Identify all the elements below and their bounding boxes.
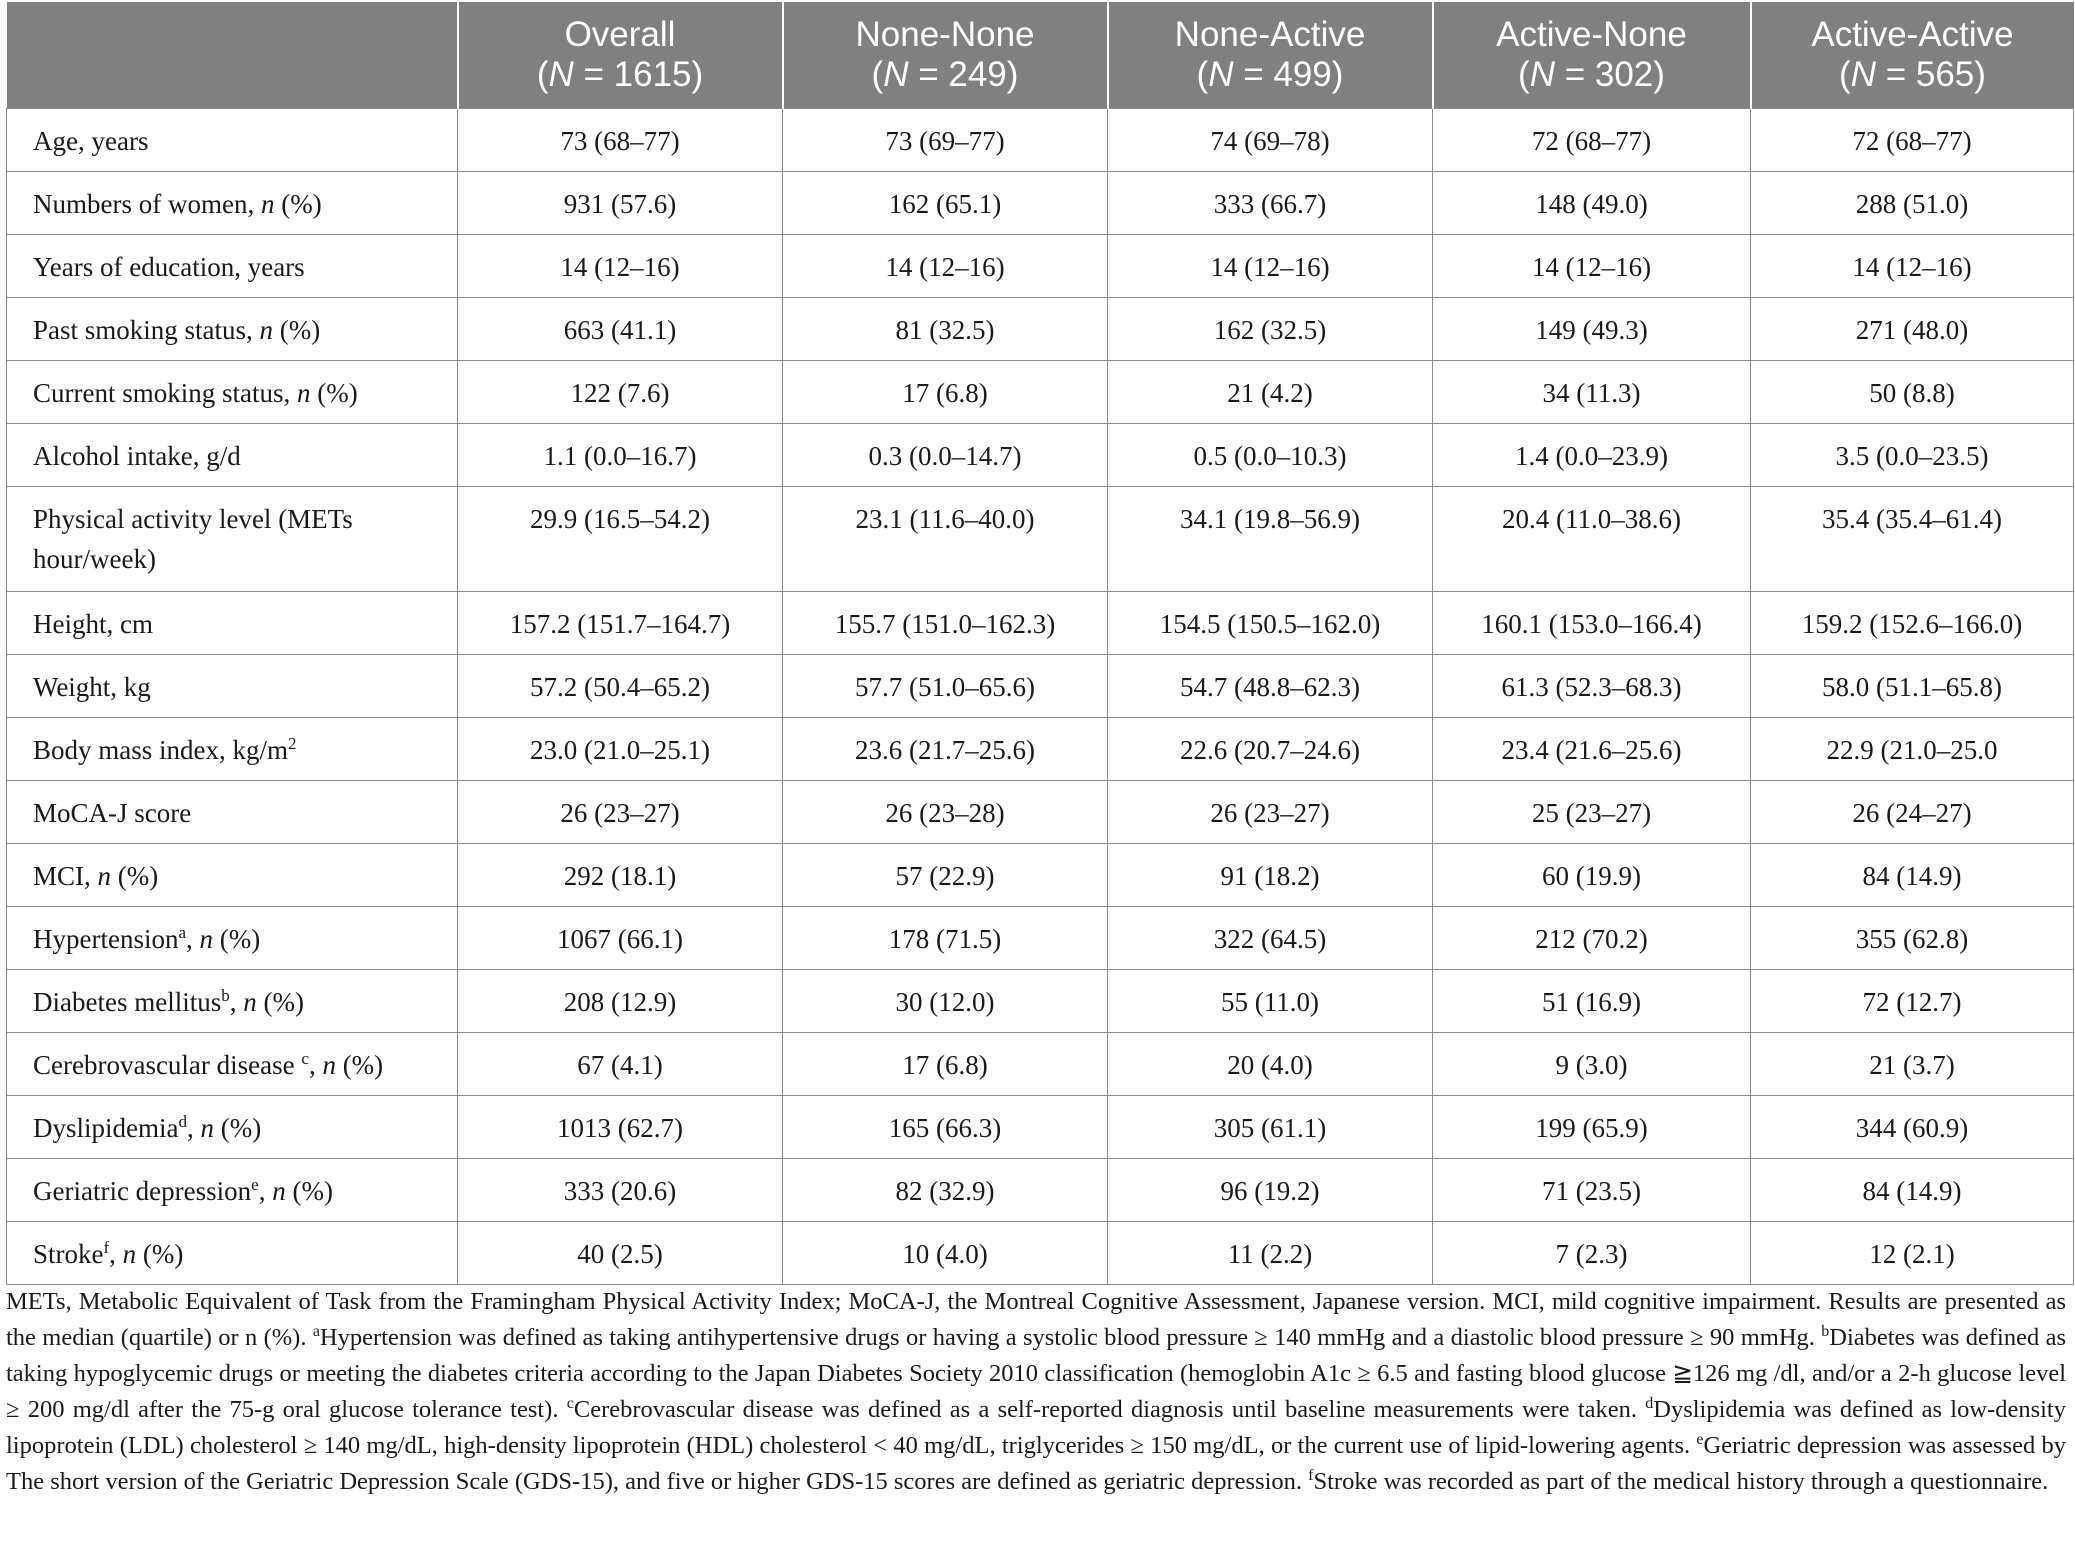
row-label xyxy=(7,1222,458,1285)
table-cell: 25 (23–27) xyxy=(1433,781,1751,844)
table-cell: 57.2 (50.4–65.2) xyxy=(458,655,783,718)
header-group-name: Active-None xyxy=(1496,15,1687,54)
table-cell: 159.2 (152.6–166.0) xyxy=(1751,592,2074,655)
row-label-text: Body mass index, kg/m xyxy=(33,735,288,765)
row-label-superscript: d xyxy=(178,1112,187,1131)
table-cell: 22.9 (21.0–25.0 xyxy=(1751,718,2074,781)
table-cell: 1013 (62.7) xyxy=(458,1096,783,1159)
row-label xyxy=(7,970,458,1033)
row-label xyxy=(7,109,458,172)
table-cell: 122 (7.6) xyxy=(458,361,783,424)
table-cell: 10 (4.0) xyxy=(783,1222,1108,1285)
header-none-active xyxy=(1108,2,1433,109)
table-row xyxy=(7,844,2074,907)
table-cell: 74 (69–78) xyxy=(1108,109,1433,172)
row-label-text: Years of education, years xyxy=(33,252,305,282)
table-cell: 60 (19.9) xyxy=(1433,844,1751,907)
table-cell: 1067 (66.1) xyxy=(458,907,783,970)
row-label-text: Cerebrovascular disease xyxy=(33,1050,302,1080)
row-label-n: n xyxy=(260,189,275,219)
table-cell: 178 (71.5) xyxy=(783,907,1108,970)
row-label xyxy=(7,298,458,361)
row-label-suffix: , xyxy=(229,987,244,1017)
footnote-marker: c xyxy=(566,1395,574,1412)
row-label xyxy=(7,592,458,655)
table-cell: 30 (12.0) xyxy=(783,970,1108,1033)
row-label-text: Hypertension xyxy=(33,924,179,954)
table-cell: 81 (32.5) xyxy=(783,298,1108,361)
table-cell: 29.9 (16.5–54.2) xyxy=(458,487,783,592)
row-label-text: Weight, kg xyxy=(33,672,151,702)
header-group-count: (N = 565) xyxy=(1839,55,1986,94)
row-label-tail: (%) xyxy=(256,987,304,1017)
table-row xyxy=(7,298,2074,361)
row-label-n: n xyxy=(97,861,112,891)
table-cell: 72 (68–77) xyxy=(1433,109,1751,172)
table-row xyxy=(7,424,2074,487)
row-label xyxy=(7,907,458,970)
table-cell: 26 (24–27) xyxy=(1751,781,2074,844)
footnote-text: Diabetes was defined as taking hypoglycemic drugs or meeting the diabetes criteria according to the Japan Diabetes Society 2010 classification (hemoglobin A1c ≥ 6.5 and fasting blood glucose ≧126 mg /dl, and/or a 2-h glucose level ≥ 200 mg/dl after the 75-g oral glucose tolerance test). xyxy=(6,1324,2066,1423)
row-label-superscript: c xyxy=(301,1049,309,1068)
row-label-text: MoCA-J score xyxy=(33,798,192,828)
row-label-superscript: 2 xyxy=(288,734,297,753)
row-label-tail: (%) xyxy=(136,1239,184,1269)
table-cell: 73 (69–77) xyxy=(783,109,1108,172)
table-cell: 84 (14.9) xyxy=(1751,1159,2074,1222)
row-label-text: Alcohol intake, g/d xyxy=(33,441,241,471)
row-label xyxy=(7,361,458,424)
row-label-text: MCI, xyxy=(33,861,98,891)
header-active-none xyxy=(1433,2,1751,109)
row-label-tail: (%) xyxy=(310,378,358,408)
table-cell: 149 (49.3) xyxy=(1433,298,1751,361)
footnote-text: Cerebrovascular disease was defined as a self-reported diagnosis until baseline measurements were taken. xyxy=(573,1396,1646,1423)
table-cell: 20 (4.0) xyxy=(1108,1033,1433,1096)
row-label-text: Height, cm xyxy=(33,609,153,639)
table-cell: 155.7 (151.0–162.3) xyxy=(783,592,1108,655)
row-label-n: n xyxy=(259,315,274,345)
table-cell: 14 (12–16) xyxy=(1108,235,1433,298)
table-cell: 154.5 (150.5–162.0) xyxy=(1108,592,1433,655)
table-cell: 157.2 (151.7–164.7) xyxy=(458,592,783,655)
table-cell: 72 (12.7) xyxy=(1751,970,2074,1033)
table-cell: 7 (2.3) xyxy=(1433,1222,1751,1285)
table-cell: 212 (70.2) xyxy=(1433,907,1751,970)
table-row xyxy=(7,781,2074,844)
row-label-suffix: , xyxy=(186,1113,201,1143)
header-row xyxy=(7,2,2074,109)
table-cell: 0.5 (0.0–10.3) xyxy=(1108,424,1433,487)
table-cell: 23.6 (21.7–25.6) xyxy=(783,718,1108,781)
header-group-count: (N = 499) xyxy=(1196,55,1344,94)
row-label-text: Past smoking status, xyxy=(33,315,260,345)
table-row xyxy=(7,592,2074,655)
header-group-name: None-Active xyxy=(1174,15,1366,54)
table-cell: 22.6 (20.7–24.6) xyxy=(1108,718,1433,781)
row-label-n: n xyxy=(322,1050,336,1080)
table-cell: 271 (48.0) xyxy=(1751,298,2074,361)
characteristics-table xyxy=(6,2,2074,1285)
row-label-superscript: e xyxy=(251,1175,259,1194)
row-label-n: n xyxy=(122,1239,137,1269)
table-row xyxy=(7,1096,2074,1159)
footnote-text: Geriatric depression was assessed by The short version of the Geriatric Depression Scale (GDS-15), and five or higher GDS-15 scores are defined as geriatric depression. xyxy=(6,1432,2066,1495)
header-overall xyxy=(458,2,783,109)
table-row xyxy=(7,970,2074,1033)
table-cell: 23.4 (21.6–25.6) xyxy=(1433,718,1751,781)
table-cell: 34 (11.3) xyxy=(1433,361,1751,424)
row-label-superscript: a xyxy=(178,923,187,942)
table-cell: 23.0 (21.0–25.1) xyxy=(458,718,783,781)
table-row xyxy=(7,487,2074,592)
row-label-text: Physical activity level (METs hour/week) xyxy=(33,504,353,574)
table-cell: 96 (19.2) xyxy=(1108,1159,1433,1222)
row-label xyxy=(7,1096,458,1159)
row-label-text: Diabetes mellitus xyxy=(33,987,222,1017)
row-label xyxy=(7,718,458,781)
footnote-text: Stroke was recorded as part of the medical history through a questionnaire. xyxy=(1313,1468,2049,1495)
table-cell: 165 (66.3) xyxy=(783,1096,1108,1159)
table-cell: 61.3 (52.3–68.3) xyxy=(1433,655,1751,718)
table-cell: 14 (12–16) xyxy=(458,235,783,298)
table-cell: 82 (32.9) xyxy=(783,1159,1108,1222)
row-label xyxy=(7,781,458,844)
row-label-text: Dyslipidemia xyxy=(33,1113,179,1143)
table-cell: 1.4 (0.0–23.9) xyxy=(1433,424,1751,487)
row-label-tail: (%) xyxy=(213,1113,262,1143)
table-cell: 34.1 (19.8–56.9) xyxy=(1108,487,1433,592)
table-cell: 50 (8.8) xyxy=(1751,361,2074,424)
table-cell: 67 (4.1) xyxy=(458,1033,783,1096)
row-label-superscript: b xyxy=(221,986,230,1005)
header-group-name: Overall xyxy=(564,15,676,54)
table-row xyxy=(7,655,2074,718)
row-label xyxy=(7,1159,458,1222)
table-cell: 55 (11.0) xyxy=(1108,970,1433,1033)
table-cell: 58.0 (51.1–65.8) xyxy=(1751,655,2074,718)
table-cell: 148 (49.0) xyxy=(1433,172,1751,235)
table-cell: 3.5 (0.0–23.5) xyxy=(1751,424,2074,487)
row-label-suffix: , xyxy=(109,1239,123,1269)
characteristics-table-container xyxy=(6,2,2073,1285)
header-active-active xyxy=(1751,2,2074,109)
table-cell: 14 (12–16) xyxy=(1751,235,2074,298)
table-cell: 931 (57.6) xyxy=(458,172,783,235)
table-cell: 17 (6.8) xyxy=(783,1033,1108,1096)
table-cell: 35.4 (35.4–61.4) xyxy=(1751,487,2074,592)
footnote-text: Hypertension was defined as taking antihypertensive drugs or having a systolic blood pressure ≥ 140 mmHg and a diastolic blood pressure ≥ 90 mmHg. xyxy=(319,1324,1822,1351)
table-header xyxy=(7,2,2074,109)
table-cell: 160.1 (153.0–166.4) xyxy=(1433,592,1751,655)
row-label xyxy=(7,487,458,592)
header-group-count: (N = 249) xyxy=(871,55,1019,94)
row-label-suffix: , xyxy=(308,1050,323,1080)
footnote-marker: e xyxy=(1696,1431,1704,1448)
table-cell: 51 (16.9) xyxy=(1433,970,1751,1033)
header-blank-cell xyxy=(7,2,458,109)
table-cell: 26 (23–27) xyxy=(1108,781,1433,844)
row-label-tail: (%) xyxy=(285,1176,333,1206)
table-cell: 23.1 (11.6–40.0) xyxy=(783,487,1108,592)
table-cell: 21 (4.2) xyxy=(1108,361,1433,424)
table-cell: 1.1 (0.0–16.7) xyxy=(458,424,783,487)
table-cell: 57 (22.9) xyxy=(783,844,1108,907)
table-row xyxy=(7,361,2074,424)
row-label-suffix: , xyxy=(258,1176,273,1206)
table-body xyxy=(7,109,2074,1285)
table-row xyxy=(7,235,2074,298)
row-label-tail: (%) xyxy=(111,861,159,891)
table-cell: 72 (68–77) xyxy=(1751,109,2074,172)
table-cell: 344 (60.9) xyxy=(1751,1096,2074,1159)
table-cell: 17 (6.8) xyxy=(783,361,1108,424)
table-row xyxy=(7,109,2074,172)
table-cell: 9 (3.0) xyxy=(1433,1033,1751,1096)
table-footnotes xyxy=(6,1284,2066,1500)
row-label-n: n xyxy=(199,924,214,954)
row-label-suffix: , xyxy=(186,924,200,954)
table-cell: 288 (51.0) xyxy=(1751,172,2074,235)
table-cell: 0.3 (0.0–14.7) xyxy=(783,424,1108,487)
row-label xyxy=(7,172,458,235)
row-label-text: Numbers of women, xyxy=(33,189,261,219)
table-cell: 663 (41.1) xyxy=(458,298,783,361)
table-cell: 20.4 (11.0–38.6) xyxy=(1433,487,1751,592)
header-group-count: (N = 302) xyxy=(1518,55,1665,94)
row-label-n: n xyxy=(272,1176,286,1206)
row-label-superscript: f xyxy=(103,1238,110,1257)
table-cell: 162 (65.1) xyxy=(783,172,1108,235)
table-cell: 305 (61.1) xyxy=(1108,1096,1433,1159)
table-cell: 71 (23.5) xyxy=(1433,1159,1751,1222)
table-cell: 21 (3.7) xyxy=(1751,1033,2074,1096)
table-cell: 12 (2.1) xyxy=(1751,1222,2074,1285)
table-row xyxy=(7,1159,2074,1222)
row-label-text: Geriatric depression xyxy=(33,1176,252,1206)
table-cell: 26 (23–28) xyxy=(783,781,1108,844)
header-group-name: Active-Active xyxy=(1811,15,2014,54)
table-cell: 322 (64.5) xyxy=(1108,907,1433,970)
table-cell: 14 (12–16) xyxy=(1433,235,1751,298)
table-cell: 162 (32.5) xyxy=(1108,298,1433,361)
table-cell: 333 (20.6) xyxy=(458,1159,783,1222)
table-cell: 73 (68–77) xyxy=(458,109,783,172)
table-cell: 199 (65.9) xyxy=(1433,1096,1751,1159)
row-label-tail: (%) xyxy=(335,1050,384,1080)
table-cell: 11 (2.2) xyxy=(1108,1222,1433,1285)
row-label-n: n xyxy=(297,378,311,408)
footnote-marker: b xyxy=(1821,1323,1830,1340)
header-group-count: (N = 1615) xyxy=(536,55,704,94)
table-cell: 355 (62.8) xyxy=(1751,907,2074,970)
header-group-name: None-None xyxy=(855,15,1035,54)
row-label xyxy=(7,235,458,298)
row-label-text: Age, years xyxy=(33,126,149,156)
table-cell: 40 (2.5) xyxy=(458,1222,783,1285)
footnote-marker: a xyxy=(312,1323,320,1340)
row-label xyxy=(7,844,458,907)
table-cell: 91 (18.2) xyxy=(1108,844,1433,907)
table-cell: 84 (14.9) xyxy=(1751,844,2074,907)
table-cell: 14 (12–16) xyxy=(783,235,1108,298)
table-row xyxy=(7,718,2074,781)
row-label-tail: (%) xyxy=(213,924,261,954)
row-label-text: Stroke xyxy=(33,1239,104,1269)
table-row xyxy=(7,1033,2074,1096)
row-label-tail: (%) xyxy=(274,189,322,219)
row-label xyxy=(7,1033,458,1096)
table-cell: 54.7 (48.8–62.3) xyxy=(1108,655,1433,718)
footnote-marker: f xyxy=(1308,1467,1314,1484)
table-row xyxy=(7,1222,2074,1285)
footnote-text: Dyslipidemia was defined as low-density lipoprotein (LDL) cholesterol ≥ 140 mg/dL, high-density lipoprotein (HDL) cholesterol < 40 mg/dL, triglycerides ≥ 150 mg/dL, or the current use of lipid-lowering agents. xyxy=(6,1396,2066,1459)
footnote-intro: METs, Metabolic Equivalent of Task from the Framingham Physical Activity Index; MoCA-J, the Montreal Cognitive Assessment, Japanese version. MCI, mild cognitive impairment. Results are presented as the median (quartile) or n (%). xyxy=(6,1288,2066,1351)
table-cell: 57.7 (51.0–65.6) xyxy=(783,655,1108,718)
row-label-text: Current smoking status, xyxy=(33,378,297,408)
table-row xyxy=(7,907,2074,970)
row-label xyxy=(7,424,458,487)
row-label-tail: (%) xyxy=(273,315,321,345)
header-none-none xyxy=(783,2,1108,109)
table-cell: 333 (66.7) xyxy=(1108,172,1433,235)
row-label-n: n xyxy=(243,987,257,1017)
table-cell: 292 (18.1) xyxy=(458,844,783,907)
table-row xyxy=(7,172,2074,235)
row-label xyxy=(7,655,458,718)
footnote-marker: d xyxy=(1645,1395,1654,1412)
footnote-notes xyxy=(6,1324,2066,1495)
table-cell: 26 (23–27) xyxy=(458,781,783,844)
row-label-n: n xyxy=(200,1113,214,1143)
table-cell: 208 (12.9) xyxy=(458,970,783,1033)
